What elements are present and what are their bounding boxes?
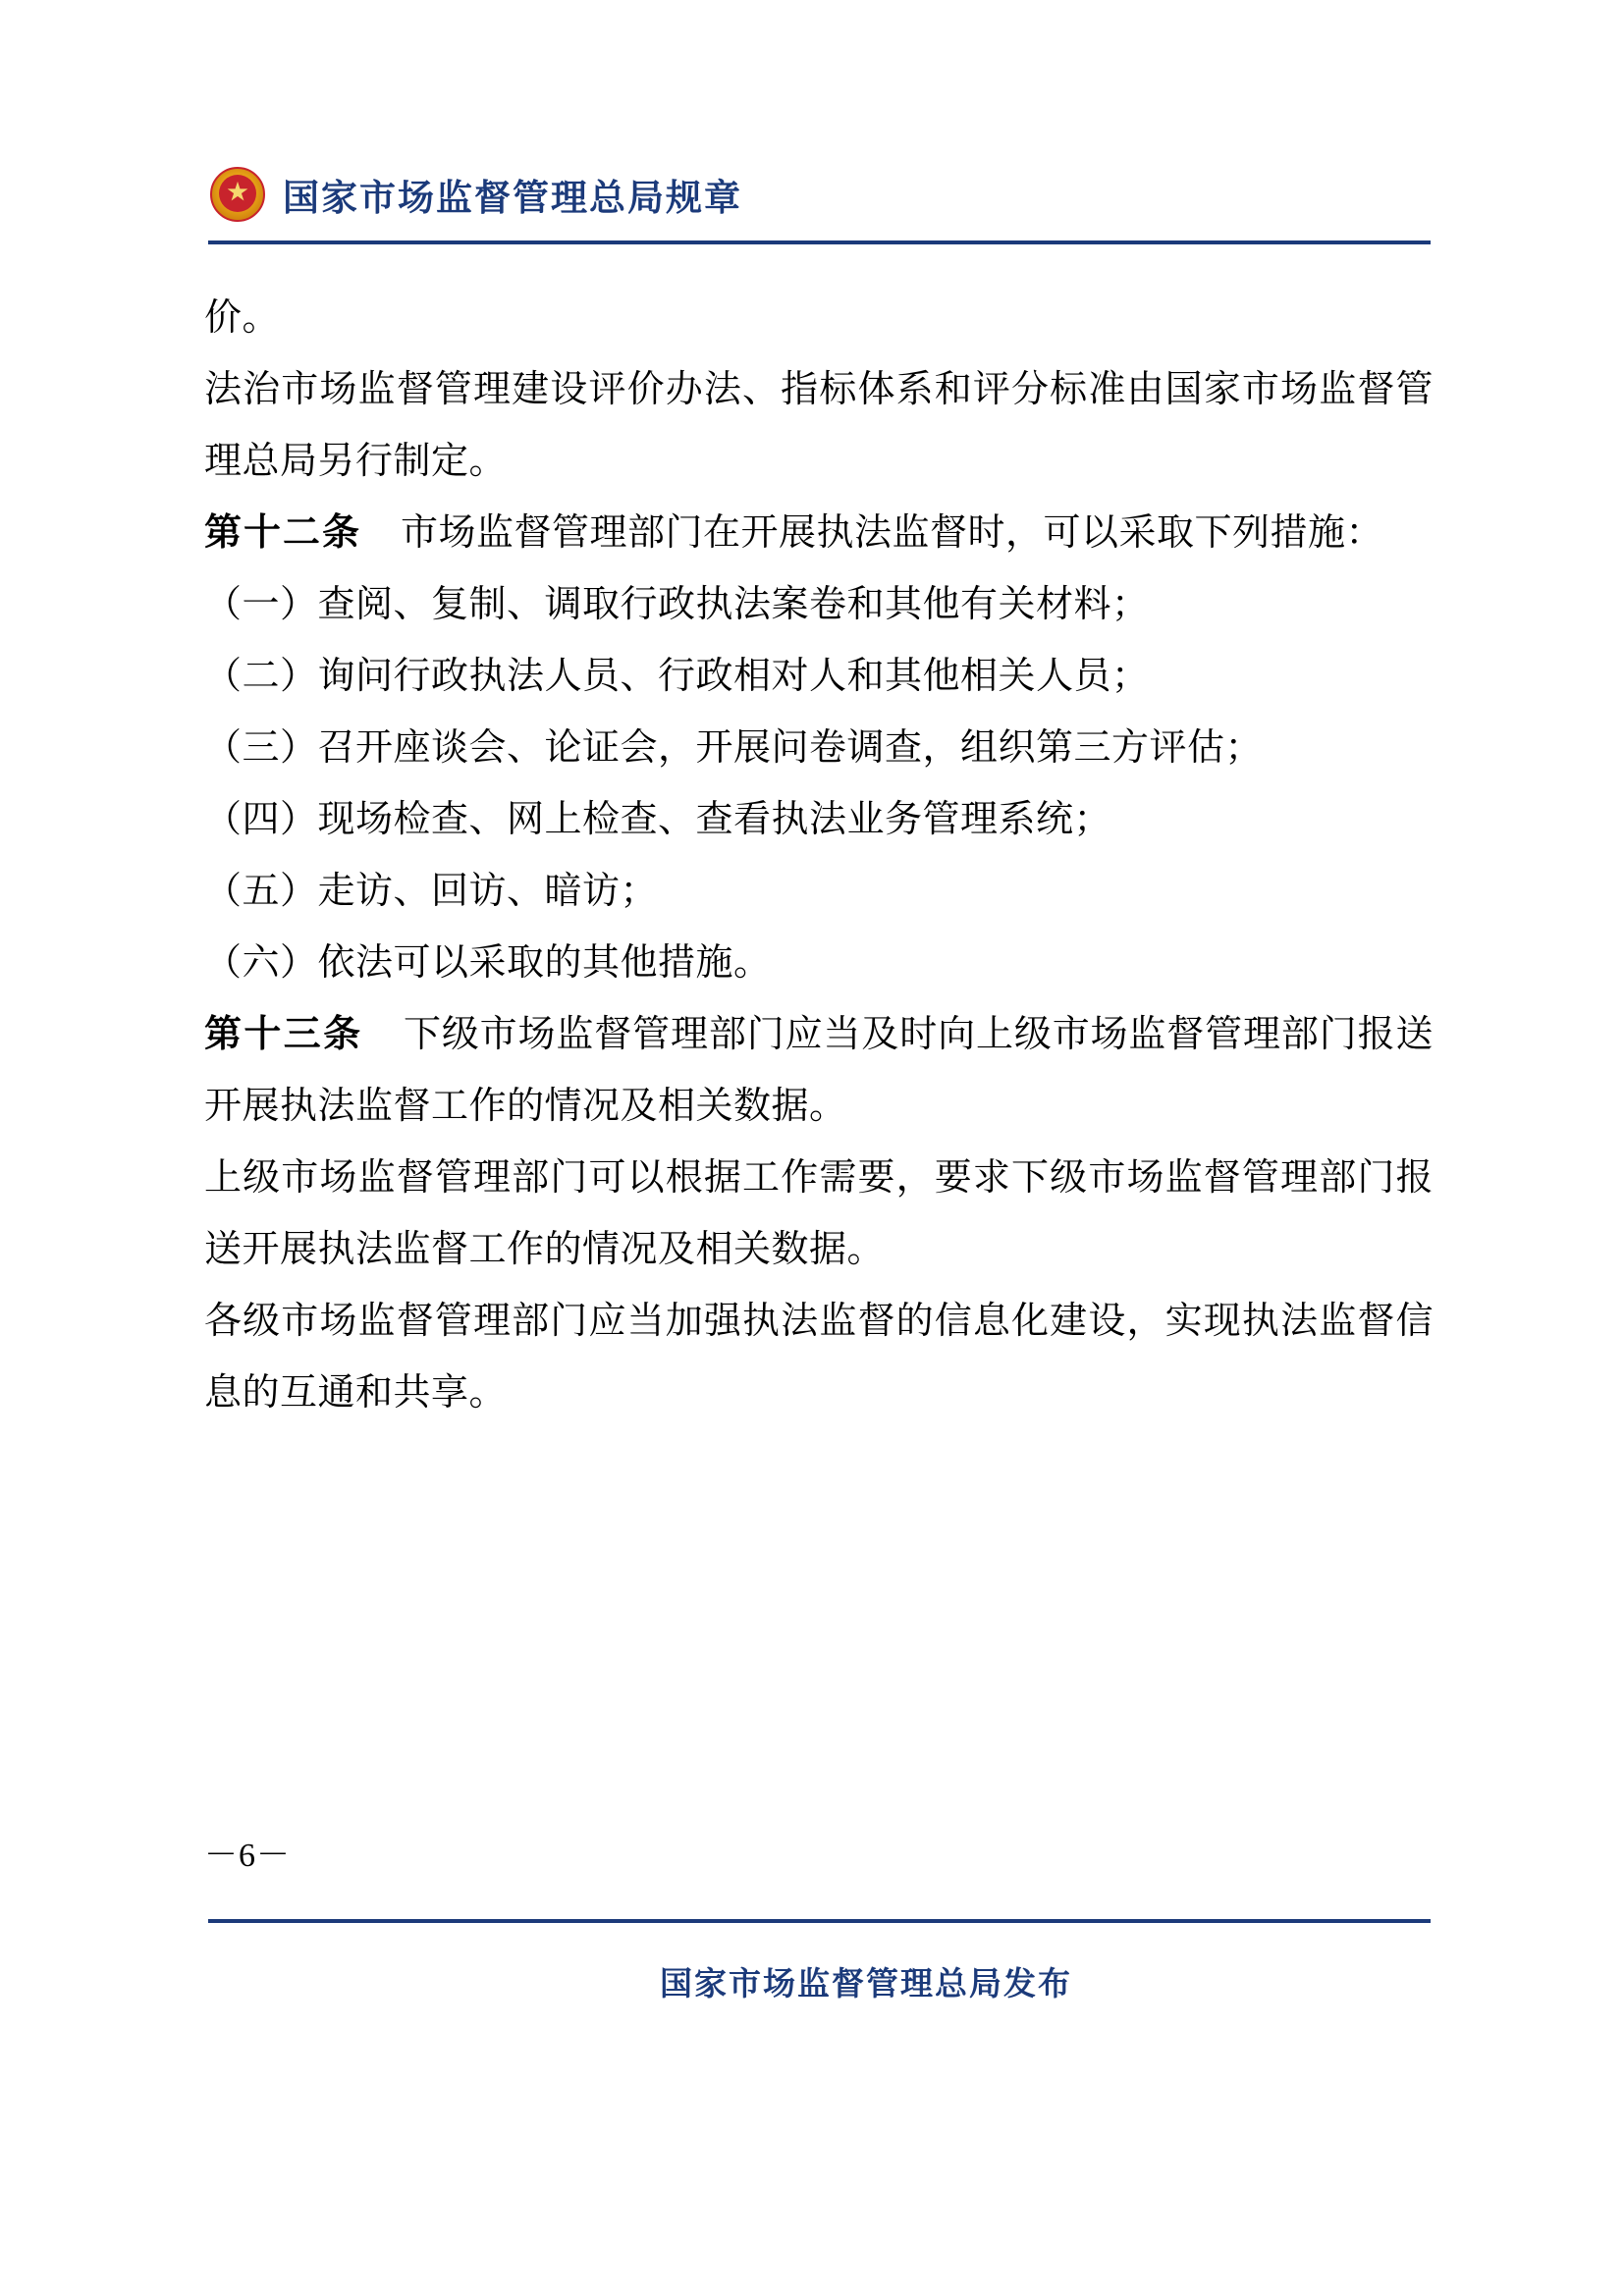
- list-item-text: （三）召开座谈会、论证会，开展问卷调查，组织第三方评估；: [204, 727, 1264, 769]
- article-number: 第十二条: [204, 512, 362, 554]
- footer-divider: [208, 1919, 1431, 1923]
- paragraph: [204, 354, 1434, 498]
- paragraph-text: 各级市场监督管理部门应当加强执法监督的信息化建设，实现执法监督信息的互通和共享。: [204, 1301, 1434, 1414]
- paragraph-text: 上级市场监督管理部门可以根据工作需要，要求下级市场监督管理部门报送开展执法监督工作的情况及相关数据。: [204, 1157, 1434, 1270]
- list-item-text: （四）现场检查、网上检查、查看执法业务管理系统；: [204, 799, 1112, 840]
- list-item: [204, 784, 1434, 856]
- list-item: [204, 928, 1434, 999]
- article-paragraph-13: [204, 999, 1434, 1143]
- list-item: [204, 569, 1434, 641]
- list-item-text: （二）询问行政执法人员、行政相对人和其他相关人员；: [204, 656, 1150, 697]
- document-body: [204, 283, 1434, 1429]
- paragraph-text: 市场监督管理部门在开展执法监督时，可以采取下列措施：: [401, 512, 1384, 554]
- footer-publisher: 国家市场监督管理总局发布: [660, 1965, 1072, 2002]
- article-number: 第十三条: [204, 1014, 363, 1055]
- header-divider: [208, 240, 1431, 244]
- paragraph-text: 法治市场监督管理建设评价办法、指标体系和评分标准由国家市场监督管理总局另行制定。: [204, 369, 1434, 482]
- list-item: [204, 641, 1434, 713]
- header-title: 国家市场监督管理总局规章: [283, 178, 742, 218]
- list-item: [204, 856, 1434, 928]
- list-item-text: （五）走访、回访、暗访；: [204, 871, 659, 912]
- paragraph-text: 下级市场监督管理部门应当及时向上级市场监督管理部门报送开展执法监督工作的情况及相关数据。: [204, 1014, 1434, 1127]
- page-number: －6－: [204, 1838, 291, 1874]
- national-emblem-icon: ★: [208, 165, 267, 224]
- document-header: [208, 165, 1431, 224]
- paragraph: [204, 1143, 1434, 1286]
- list-item: [204, 713, 1434, 784]
- article-paragraph-12: [204, 498, 1434, 569]
- paragraph: [204, 283, 1434, 354]
- list-item-text: （一）查阅、复制、调取行政执法案卷和其他有关材料；: [204, 584, 1150, 625]
- paragraph: [204, 1286, 1434, 1429]
- list-item-text: （六）依法可以采取的其他措施。: [204, 942, 772, 984]
- paragraph-text: 价。: [204, 297, 281, 339]
